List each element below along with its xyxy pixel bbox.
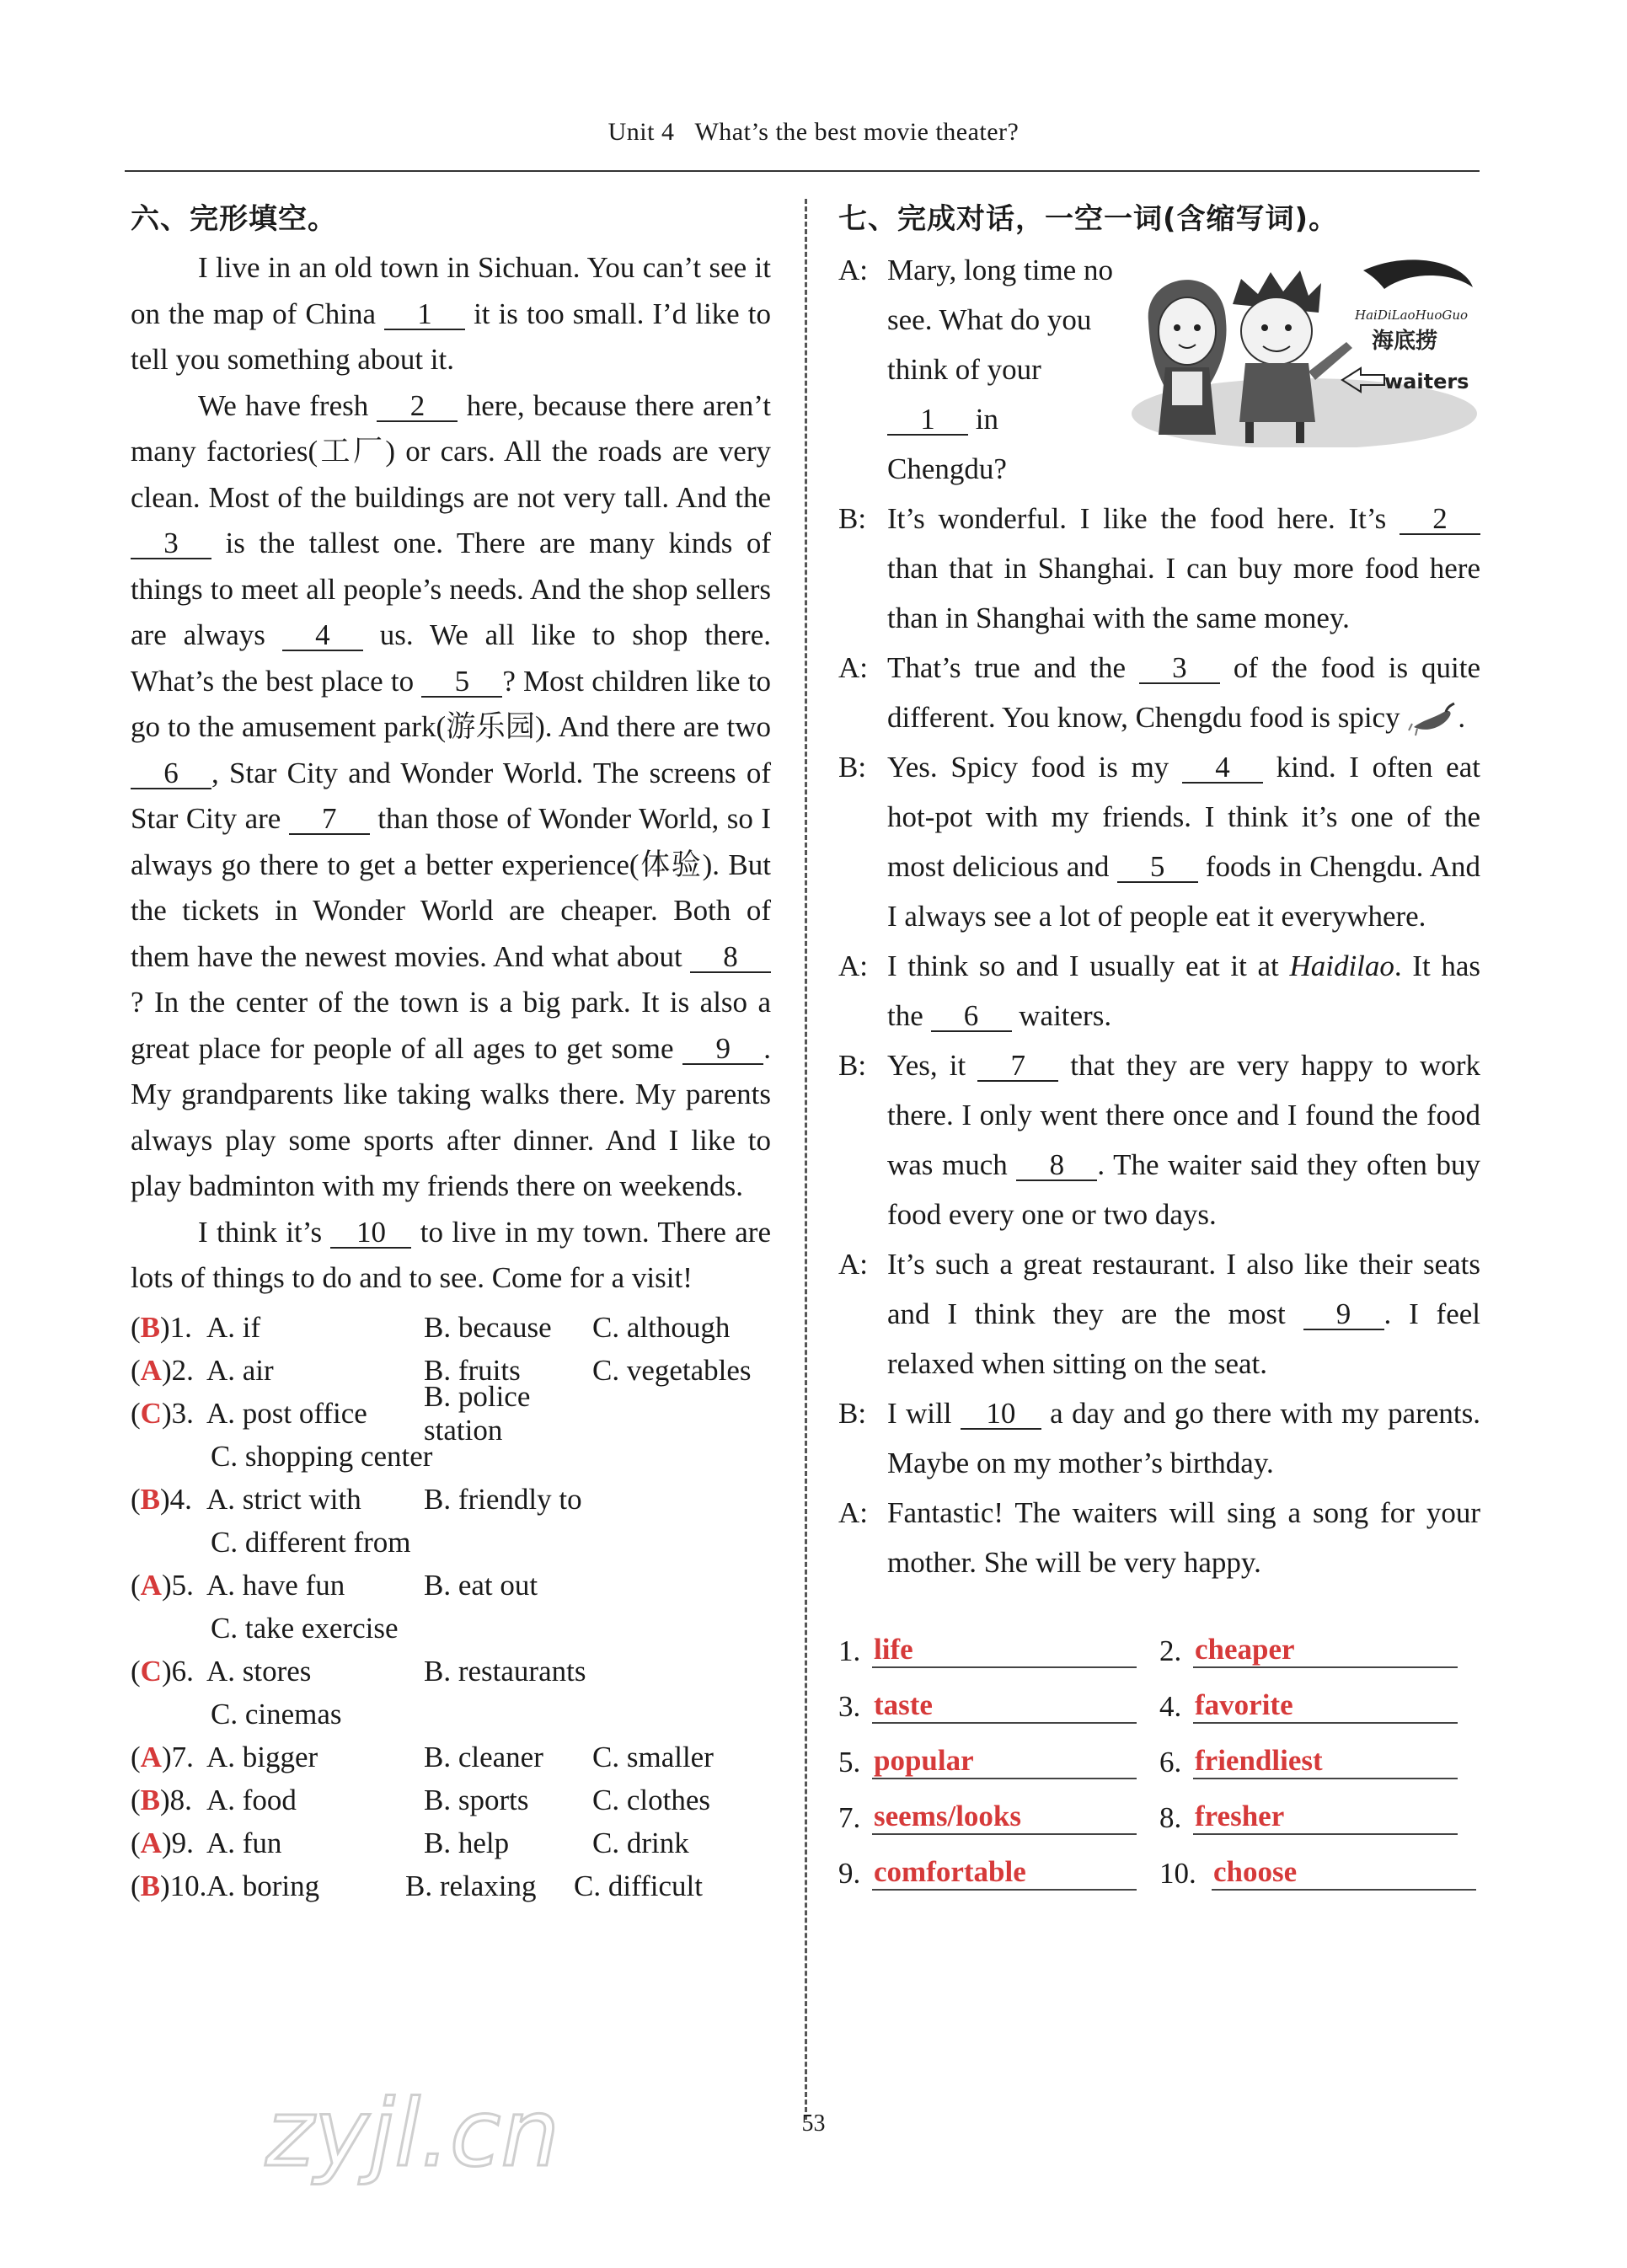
option-a: A. have fun [206, 1569, 345, 1602]
text-segment: in Chengdu? [887, 403, 1007, 485]
dialogue-text [887, 742, 1480, 941]
dialogue-turn [838, 494, 1480, 643]
option-b: B. fruits [424, 1354, 521, 1387]
option-b: B. police station [424, 1380, 531, 1447]
answer-word: fresher [1193, 1800, 1458, 1835]
speaker-label: B: [838, 1049, 867, 1082]
option-a: A. strict with [206, 1483, 361, 1516]
option-a: A. post office [206, 1397, 367, 1430]
answer-cell: (A)9. [131, 1827, 194, 1859]
blank-5: 5 [421, 667, 502, 698]
question-row [131, 1736, 771, 1779]
answer-cell [838, 1633, 1159, 1668]
brand-chinese: 海底捞 [1372, 329, 1438, 354]
dialogue-turn [838, 245, 1480, 494]
blank-7: 7 [289, 805, 370, 835]
question-row [131, 1822, 771, 1865]
text-segment: I think so and I usually eat it at [887, 949, 1290, 982]
option-b: B. eat out [424, 1569, 538, 1602]
text-segment: I will [887, 1397, 961, 1430]
dialogue-turn [838, 643, 1480, 742]
text-segment: I think it’s [198, 1215, 331, 1249]
option-c: C. different from [211, 1526, 411, 1559]
answer-cell: (B)1. [131, 1311, 192, 1344]
page-number: 53 [801, 2110, 826, 2137]
text-segment: it is too small. I’d like to tell you something about it. [131, 297, 771, 376]
answer-cell: (C)3. [131, 1397, 194, 1430]
answer-cell [838, 1800, 1159, 1835]
answer-letter: A [140, 1569, 162, 1602]
answer-word: favorite [1193, 1688, 1458, 1724]
option-b: B. because [424, 1311, 552, 1344]
question-number: 9. [171, 1827, 194, 1859]
option-a: A. if [206, 1311, 261, 1344]
text-segment: Mary, long time no see. What do you think of your [887, 254, 1113, 386]
chili-pepper-icon [1407, 702, 1458, 739]
blank-3: 3 [131, 529, 211, 559]
column-divider [805, 199, 807, 2120]
question-row [131, 1565, 771, 1607]
dialogue-turn [838, 1040, 1480, 1239]
dialogue-turn [838, 742, 1480, 941]
answer-cell [1159, 1855, 1480, 1891]
dialogue-turn [838, 1488, 1480, 1587]
option-a: A. air [206, 1354, 274, 1387]
dialogue-turn [838, 1388, 1480, 1488]
option-a: A. boring [206, 1869, 320, 1902]
option-c: C. although [592, 1311, 731, 1344]
blank-8: 8 [690, 943, 771, 973]
answer-letter: C [140, 1397, 162, 1430]
text-segment: a day and go there with my parents. Maybe on my mother’s birthday. [887, 1397, 1480, 1479]
dialogue-text [887, 643, 1480, 742]
blank-5: 5 [1117, 853, 1198, 883]
section-cloze [131, 195, 771, 1908]
blank-9: 9 [1303, 1300, 1384, 1330]
answer-letter: A [140, 1741, 162, 1773]
answer-row [838, 1668, 1480, 1724]
answer-letter: B [140, 1784, 161, 1816]
passage-paragraph [131, 245, 771, 383]
answer-cell [1159, 1688, 1480, 1724]
question-number: 2. [171, 1354, 194, 1387]
answer-number: 9. [838, 1857, 861, 1890]
option-a: A. bigger [206, 1741, 318, 1773]
answer-row [838, 1779, 1480, 1835]
blank-8: 8 [1016, 1151, 1097, 1181]
blank-4: 4 [282, 621, 363, 651]
speaker-label: A: [838, 1496, 868, 1529]
question-row [131, 1865, 771, 1908]
text-segment: kind. I often eat hot-pot with my friends. I think it’s one of the most delicious and [887, 751, 1480, 883]
cloze-passage [131, 245, 771, 1302]
text-segment: waiters. [1011, 999, 1112, 1032]
section7-title: 七、完成对话，一空一词(含缩写词)。 [838, 202, 1339, 236]
answer-letter: C [140, 1655, 162, 1688]
header-rule [125, 170, 1480, 172]
blank-10: 10 [330, 1218, 411, 1249]
italic-name: Haidilao [1289, 949, 1394, 982]
question-row-cont [131, 1607, 771, 1650]
answer-cell [1159, 1633, 1480, 1668]
answer-cell [1159, 1800, 1480, 1835]
text-segment: . My grandparents like taking walks there. My parents always play some sports after dinner. And I like to play badminton with my friends there on weekends. [131, 1031, 771, 1202]
answer-number: 1. [838, 1634, 861, 1667]
speaker-label: A: [838, 651, 868, 684]
answer-cell: (A)5. [131, 1569, 194, 1602]
question-number: 4. [169, 1483, 192, 1516]
answer-cell: (B)8. [131, 1784, 192, 1816]
unit-title: What’s the best movie theater? [694, 118, 1020, 146]
answer-letter: B [140, 1869, 161, 1902]
question-row [131, 1307, 771, 1350]
option-a: A. food [206, 1784, 297, 1816]
text-segment: foods in Chengdu. And I always see a lot of people eat it everywhere. [887, 850, 1480, 933]
dialogue-text [887, 245, 1115, 494]
speaker-label: A: [838, 1248, 868, 1281]
option-b: B. restaurants [424, 1655, 586, 1688]
text-segment: of the food is quite different. You know, Chengdu food is spicy [887, 651, 1480, 734]
answer-cell [838, 1855, 1159, 1891]
blank-1: 1 [384, 300, 465, 330]
question-row-cont [131, 1522, 771, 1565]
speaker-label: B: [838, 1397, 867, 1430]
answer-cell: (C)6. [131, 1655, 194, 1688]
question-row-cont [131, 1693, 771, 1736]
option-c: C. shopping center [211, 1440, 433, 1473]
answer-row [838, 1835, 1480, 1891]
answer-word: choose [1212, 1855, 1476, 1891]
option-c: C. smaller [592, 1741, 714, 1773]
blank-7: 7 [977, 1051, 1058, 1082]
question-row [131, 1779, 771, 1822]
question-number: 5. [171, 1569, 194, 1602]
text-segment: Yes, it [887, 1049, 978, 1082]
answer-letter: A [140, 1827, 162, 1859]
answer-row [838, 1613, 1480, 1668]
answer-cell: (B)4. [131, 1483, 192, 1516]
text-segment: . [1458, 701, 1466, 734]
answer-number: 5. [838, 1746, 861, 1779]
answer-cell: (B)10. [131, 1869, 207, 1902]
text-segment: I live in an old town in Sichuan. You can’t see it on the map of China [131, 251, 771, 330]
haidilao-logo [1354, 259, 1473, 354]
option-b: B. relaxing [405, 1869, 537, 1902]
option-c: C. vegetables [592, 1354, 752, 1387]
text-segment: We have fresh [198, 388, 377, 422]
dialogue-text [887, 1239, 1480, 1388]
option-c: C. drink [592, 1827, 689, 1859]
answer-word: popular [872, 1744, 1137, 1779]
blank-3: 3 [1139, 654, 1220, 684]
option-b: B. help [424, 1827, 510, 1859]
answer-number: 2. [1159, 1634, 1182, 1667]
answer-cell: (A)2. [131, 1354, 194, 1387]
question-row [131, 1479, 771, 1522]
dialogue-text [887, 1388, 1480, 1488]
text-segment: that they are very happy to work there. I only went there once and I found the food was much [887, 1049, 1480, 1181]
text-segment: ? Most children like to go to the amusement park(游乐园). And there are two [131, 664, 771, 743]
blank-10: 10 [961, 1399, 1041, 1430]
blank-9: 9 [682, 1035, 763, 1065]
dialogue-text [887, 1040, 1480, 1239]
answer-word: comfortable [872, 1855, 1137, 1891]
text-segment: Yes. Spicy food is my [887, 751, 1182, 784]
answer-letter: B [140, 1311, 161, 1344]
answer-word: taste [872, 1688, 1137, 1724]
brand-pinyin: HaiDiLaoHuoGuo [1355, 308, 1469, 323]
answer-letter: B [140, 1483, 161, 1516]
option-c: C. difficult [574, 1869, 703, 1902]
answer-word: seems/looks [872, 1800, 1137, 1835]
text-segment: , Star City and Wonder World. The screens of Star City are [131, 756, 771, 835]
watermark-text: zyjl.cn [265, 2079, 560, 2187]
dialogue-turn [838, 941, 1480, 1040]
unit-label: Unit 4 [607, 118, 675, 146]
answer-cell [838, 1688, 1159, 1724]
text-segment: It’s wonderful. I like the food here. It’s [887, 502, 1400, 535]
answer-blanks [838, 1613, 1480, 1891]
section6-title: 六、完形填空。 [131, 202, 337, 236]
option-b: B. sports [424, 1784, 529, 1816]
text-segment: ? In the center of the town is a big park. It is also a great place for people of all ages to get some [131, 986, 771, 1065]
answer-letter: A [140, 1354, 162, 1387]
dialogue-text [887, 494, 1480, 643]
text-segment: than that in Shanghai. I can buy more food here than in Shanghai with the same money. [887, 552, 1480, 634]
question-number: 6. [171, 1655, 194, 1688]
blank-6: 6 [931, 1002, 1012, 1032]
text-segment: It’s such a great restaurant. I also like their seats and I think they are the most [887, 1248, 1480, 1330]
text-segment: . I feel relaxed when sitting on the seat. [887, 1297, 1480, 1380]
speaker-label: B: [838, 502, 867, 535]
text-segment: is the tallest one. There are many kinds of things to meet all people’s needs. And the shop sellers are always [131, 527, 771, 651]
blank-2: 2 [1400, 505, 1480, 535]
dialogue-text [887, 1488, 1480, 1587]
option-c: C. clothes [592, 1784, 710, 1816]
answer-number: 10. [1159, 1857, 1196, 1890]
answer-cell [1159, 1744, 1480, 1779]
dialogue-text [887, 941, 1480, 1040]
option-c: C. cinemas [211, 1698, 342, 1730]
option-b: B. cleaner [424, 1741, 543, 1773]
blank-1: 1 [887, 405, 968, 436]
answer-number: 4. [1159, 1690, 1182, 1723]
text-segment: us. We all like to shop there. What’s the best place to [131, 618, 772, 698]
question-number: 8. [169, 1784, 192, 1816]
text-segment: than those of Wonder World, so I always go there to get a better experience(体验). But the tickets in Wonder World are cheaper. Both of them have the newest movies. And what about [131, 802, 771, 973]
answer-word: friendliest [1193, 1744, 1458, 1779]
question-number: 3. [171, 1397, 194, 1430]
passage-paragraph [131, 1210, 771, 1302]
speaker-label: A: [838, 949, 868, 982]
answer-number: 8. [1159, 1801, 1182, 1834]
text-segment: . It has the [887, 949, 1480, 1032]
answer-number: 6. [1159, 1746, 1182, 1779]
option-a: A. fun [206, 1827, 282, 1859]
text-segment: That’s true and the [887, 651, 1139, 684]
text-segment: to live in my town. There are lots of things to do and to see. Come for a visit! [131, 1215, 771, 1294]
option-c: C. take exercise [211, 1612, 399, 1645]
dialogue-turn [838, 1239, 1480, 1388]
dialogue [838, 245, 1480, 1587]
question-row [131, 1650, 771, 1693]
question-number: 10. [169, 1869, 207, 1902]
speaker-label: A: [838, 254, 868, 286]
waiters-label: waiters [1384, 370, 1469, 393]
speaker-label: B: [838, 751, 867, 784]
blank-4: 4 [1182, 753, 1263, 784]
answer-row [838, 1724, 1480, 1779]
watermark-logo [257, 2068, 653, 2195]
text-segment: . The waiter said they often buy food every one or two days. [887, 1148, 1480, 1231]
question-number: 7. [171, 1741, 194, 1773]
cloze-options [131, 1307, 771, 1908]
section-dialogue [838, 195, 1480, 1891]
blank-2: 2 [377, 392, 458, 422]
answer-number: 7. [838, 1801, 861, 1834]
option-b: B. friendly to [424, 1483, 582, 1516]
blank-6: 6 [131, 759, 211, 789]
answer-word: life [872, 1633, 1137, 1668]
text-segment: here, because there aren’t many factories(工厂) or cars. All the roads are very clean. Most of the buildings are not very tall. And the [131, 388, 771, 514]
text-segment: Fantastic! The waiters will sing a song for your mother. She will be very happy. [887, 1496, 1480, 1579]
option-a: A. stores [206, 1655, 312, 1688]
haidilao-illustration [1132, 254, 1477, 447]
question-row [131, 1380, 771, 1447]
answer-cell: (A)7. [131, 1741, 194, 1773]
passage-paragraph [131, 383, 771, 1210]
answer-cell [838, 1744, 1159, 1779]
page-header [0, 118, 1627, 147]
answer-word: cheaper [1193, 1633, 1458, 1668]
question-number: 1. [169, 1311, 192, 1344]
answer-number: 3. [838, 1690, 861, 1723]
